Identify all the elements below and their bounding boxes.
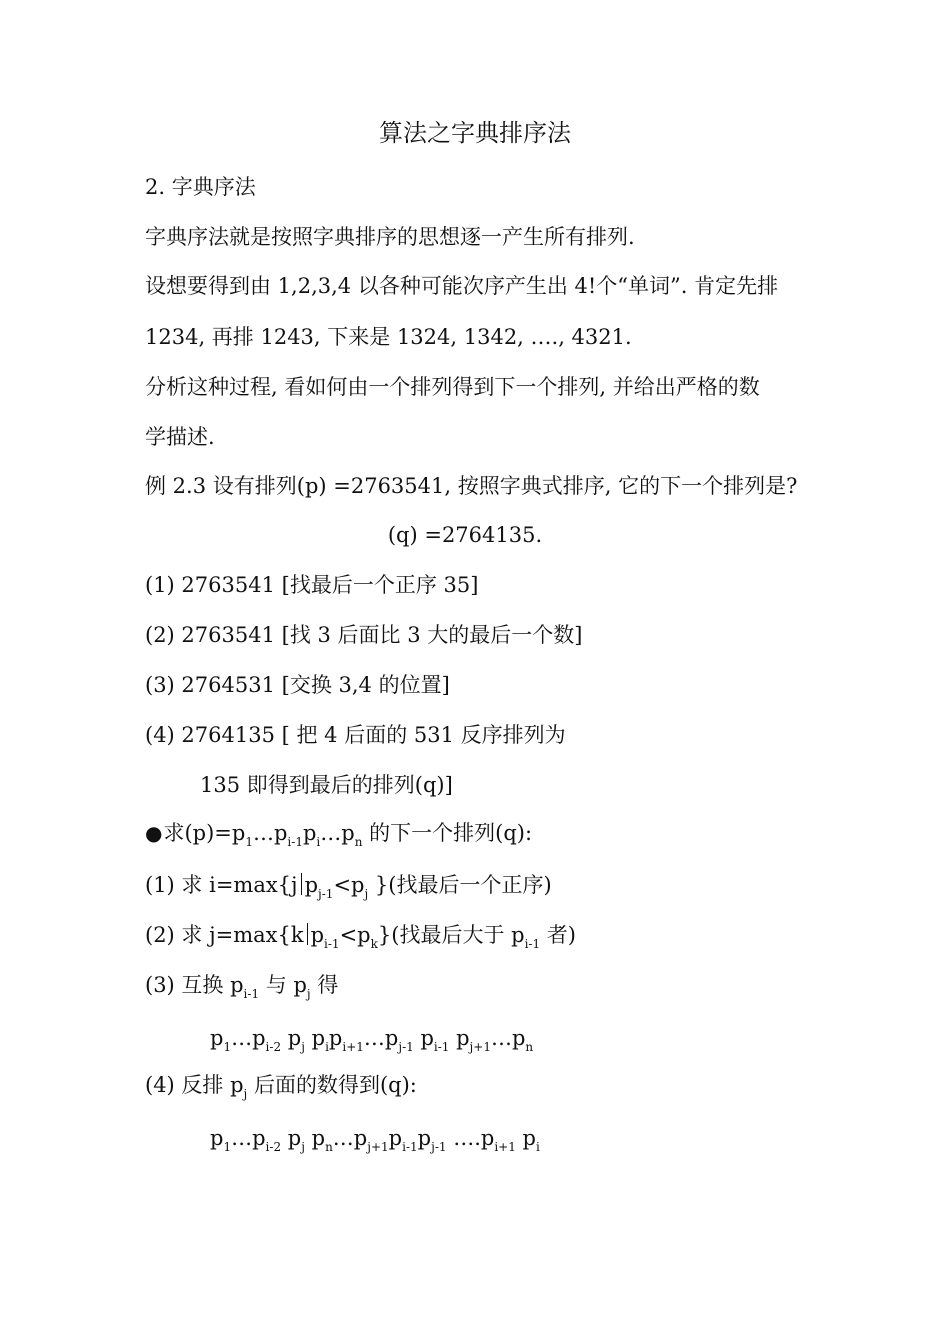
algorithm-intro: ●求$(p)=p_1\dots p_{i-1}p_i\dots p_n$ 的下一个排列(q): [145,821,533,849]
example-answer: (q) =2764135. [387,523,543,547]
algorithm-step-1: (1) 求 i=max{j $p_{j-1}<p_j$ }(找最后一个正序) [145,873,552,901]
paragraph-line-1: 字典序法就是按照字典排序的思想逐一产生所有排列. [145,225,635,249]
paragraph-line-3: 1234, 再排 1243, 下来是 1324, 1342, …., 4321. [145,325,632,349]
page-title: 算法之字典排序法 [379,119,571,147]
formula-after-reverse: $p_1\dots p_{i-2}$ $p_j$ $p_n\dots p_{j+1}p_{i-1}p_{j-1}$ $\dots.p_{i+1}$ $p_i$ [210,1126,540,1154]
example-step-4-continuation: 135 即得到最后的排列(q)] [200,773,453,797]
bullet-icon: ● [145,821,163,845]
algorithm-step-4: (4) 反排 $p_j$ 后面的数得到(q): [145,1073,417,1101]
algorithm-step-3: (3) 互换 $p_{i-1}$ 与 $p_j$ 得 [145,973,339,1001]
formula-after-swap: $p_1\dots p_{i-2}$ $p_j$ $p_ip_{i+1}\dots p_{j-1}$ $p_{i-1}$ $p_{j+1}\dots p_n$ [210,1026,534,1054]
paragraph-line-5: 学描述. [145,425,215,449]
example-step-1: (1) 2763541 [找最后一个正序 35] [145,573,479,597]
paragraph-line-4: 分析这种过程, 看如何由一个排列得到下一个排列, 并给出严格的数 [145,375,760,399]
example-step-4: (4) 2764135 [ 把 4 后面的 531 反序排列为 [145,723,566,747]
example-question: 例 2.3 设有排列(p) =2763541, 按照字典式排序, 它的下一个排列是? [145,474,798,498]
example-step-2: (2) 2763541 [找 3 后面比 3 大的最后一个数] [145,623,583,647]
section-heading: 2. 字典序法 [145,175,256,199]
example-step-3: (3) 2764531 [交换 3,4 的位置] [145,673,450,697]
algorithm-step-2: (2) 求 j=max{k $p_{i-1}<p_k$}(找最后大于 $p_{i-1}$ 者) [145,923,576,951]
paragraph-line-2: 设想要得到由 1,2,3,4 以各种可能次序产生出 4!个“单词”. 肯定先排 [145,274,779,298]
